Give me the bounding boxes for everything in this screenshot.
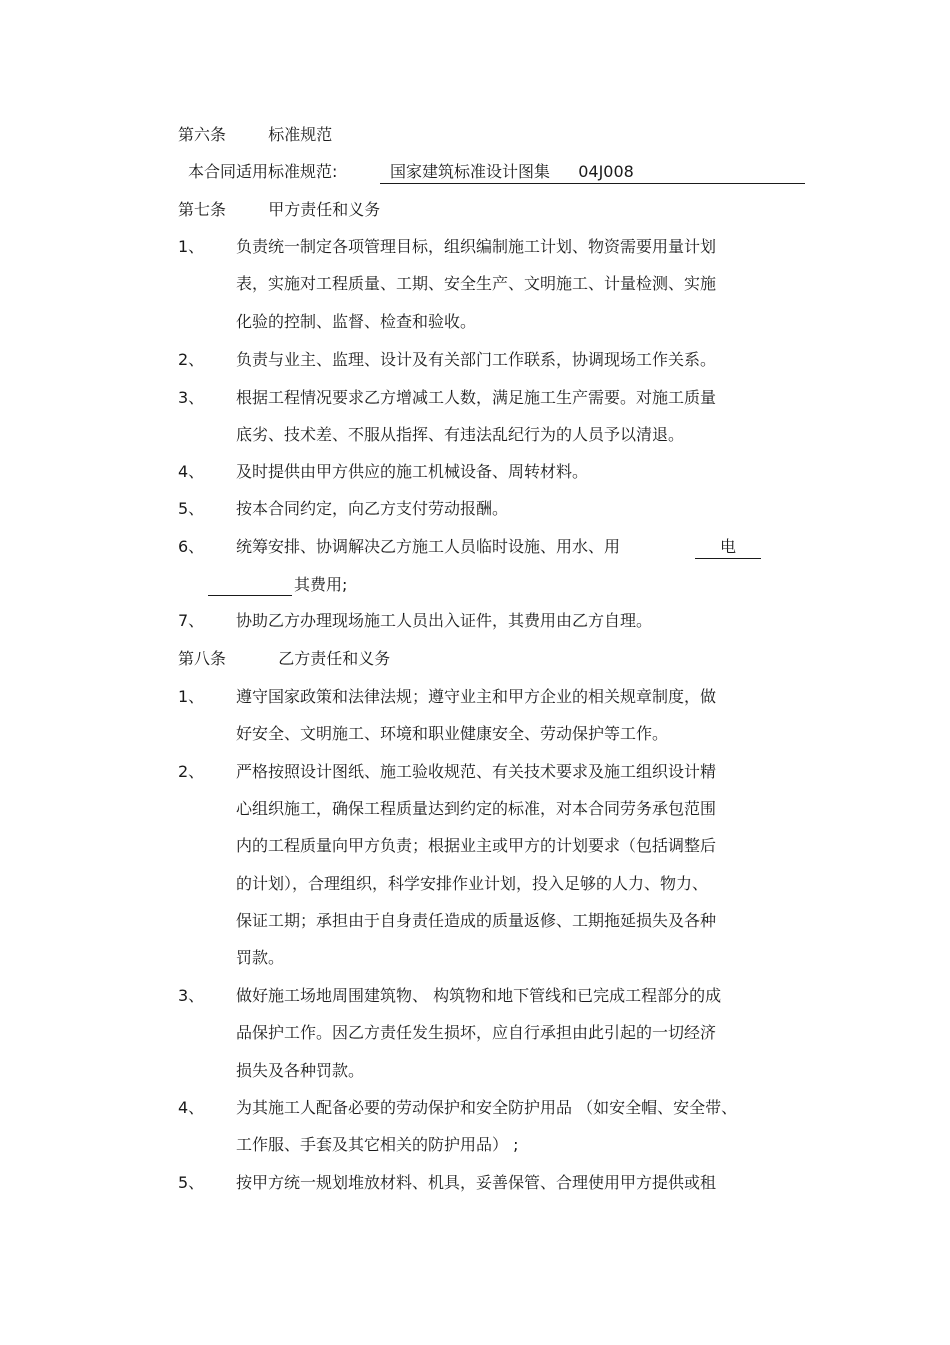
electricity-fill-field: 电	[695, 536, 761, 559]
item-text: 的计划），合理组织，科学安排作业计划，投入足够的人力、物力、	[236, 874, 709, 893]
item-text: 为其施工人配备必要的劳动保护和安全防护用品 （如安全帽、安全带、	[236, 1098, 738, 1117]
item-number: 6、	[178, 537, 205, 556]
item-text: 品保护工作。因乙方责任发生损坏，应自行承担由此引起的一切经济	[236, 1023, 717, 1042]
item-text: 保证工期；承担由于自身责任造成的质量返修、工期拖延损失及各种	[236, 911, 717, 930]
standard-value: 国家建筑标准设计图集	[390, 162, 551, 181]
item-text: 按本合同约定，向乙方支付劳动报酬。	[236, 499, 509, 518]
item-text: 及时提供由甲方供应的施工机械设备、周转材料。	[236, 462, 589, 481]
article-number: 第七条	[178, 200, 227, 219]
item-text: 按甲方统一规划堆放材料、机具，妥善保管、合理使用甲方提供或租	[236, 1173, 717, 1192]
item-text: 化验的控制、监督、检查和验收。	[236, 312, 477, 331]
item-number: 2、	[178, 350, 205, 369]
item-number: 5、	[178, 499, 205, 518]
item-number: 1、	[178, 687, 205, 706]
article-6-heading	[178, 124, 332, 146]
article-title: 标准规范	[268, 125, 333, 144]
item-number: 2、	[178, 762, 205, 781]
article-number: 第八条	[178, 649, 227, 668]
article-title: 甲方责任和义务	[268, 200, 381, 219]
item-text: 遵守国家政策和法律法规；遵守业主和甲方企业的相关规章制度，做	[236, 687, 717, 706]
article-number: 第六条	[178, 125, 227, 144]
item-text: 罚款。	[236, 948, 285, 967]
standard-clause	[188, 161, 337, 183]
item-text: 负责统一制定各项管理目标，组织编制施工计划、物资需要用量计划	[236, 237, 717, 256]
item-number: 3、	[178, 986, 205, 1005]
item-text: 做好施工场地周围建筑物、 构筑物和地下管线和已完成工程部分的成	[236, 986, 722, 1005]
item-text: 负责与业主、监理、设计及有关部门工作联系，协调现场工作关系。	[236, 350, 717, 369]
item-text: 心组织施工，确保工程质量达到约定的标准，对本合同劳务承包范围	[236, 799, 717, 818]
standard-label: 本合同适用标准规范:	[188, 162, 338, 181]
article-8-heading	[178, 648, 390, 670]
item-number: 7、	[178, 611, 205, 630]
item-text: 严格按照设计图纸、施工验收规范、有关技术要求及施工组织设计精	[236, 762, 717, 781]
item-text: 根据工程情况要求乙方增减工人数，满足施工生产需要。对施工质量	[236, 388, 717, 407]
item-text: 好安全、文明施工、环境和职业健康安全、劳动保护等工作。	[236, 724, 669, 743]
item-text: 其费用;	[294, 575, 348, 594]
article-7-heading	[178, 199, 380, 221]
item-text: 内的工程质量向甲方负责；根据业主或甲方的计划要求（包括调整后	[236, 836, 717, 855]
item-number: 4、	[178, 462, 205, 481]
item-number: 4、	[178, 1098, 205, 1117]
item-number: 3、	[178, 388, 205, 407]
standard-value-field	[380, 161, 805, 184]
item-text: 底劣、技术差、不服从指挥、有违法乱纪行为的人员予以清退。	[236, 425, 685, 444]
standard-code: 04J008	[578, 162, 634, 181]
blank-fill-line	[208, 574, 292, 596]
item-text: 损失及各种罚款。	[236, 1061, 365, 1080]
item-number: 5、	[178, 1173, 205, 1192]
item-text: 协助乙方办理现场施工人员出入证件，其费用由乙方自理。	[236, 611, 653, 630]
item-text: 表，实施对工程质量、工期、安全生产、文明施工、计量检测、实施	[236, 274, 717, 293]
item-text: 统筹安排、协调解决乙方施工人员临时设施、用水、用	[236, 537, 621, 556]
item-text: 工作服、手套及其它相关的防护用品） ;	[236, 1135, 519, 1154]
item-number: 1、	[178, 237, 205, 256]
article-title: 乙方责任和义务	[278, 649, 391, 668]
